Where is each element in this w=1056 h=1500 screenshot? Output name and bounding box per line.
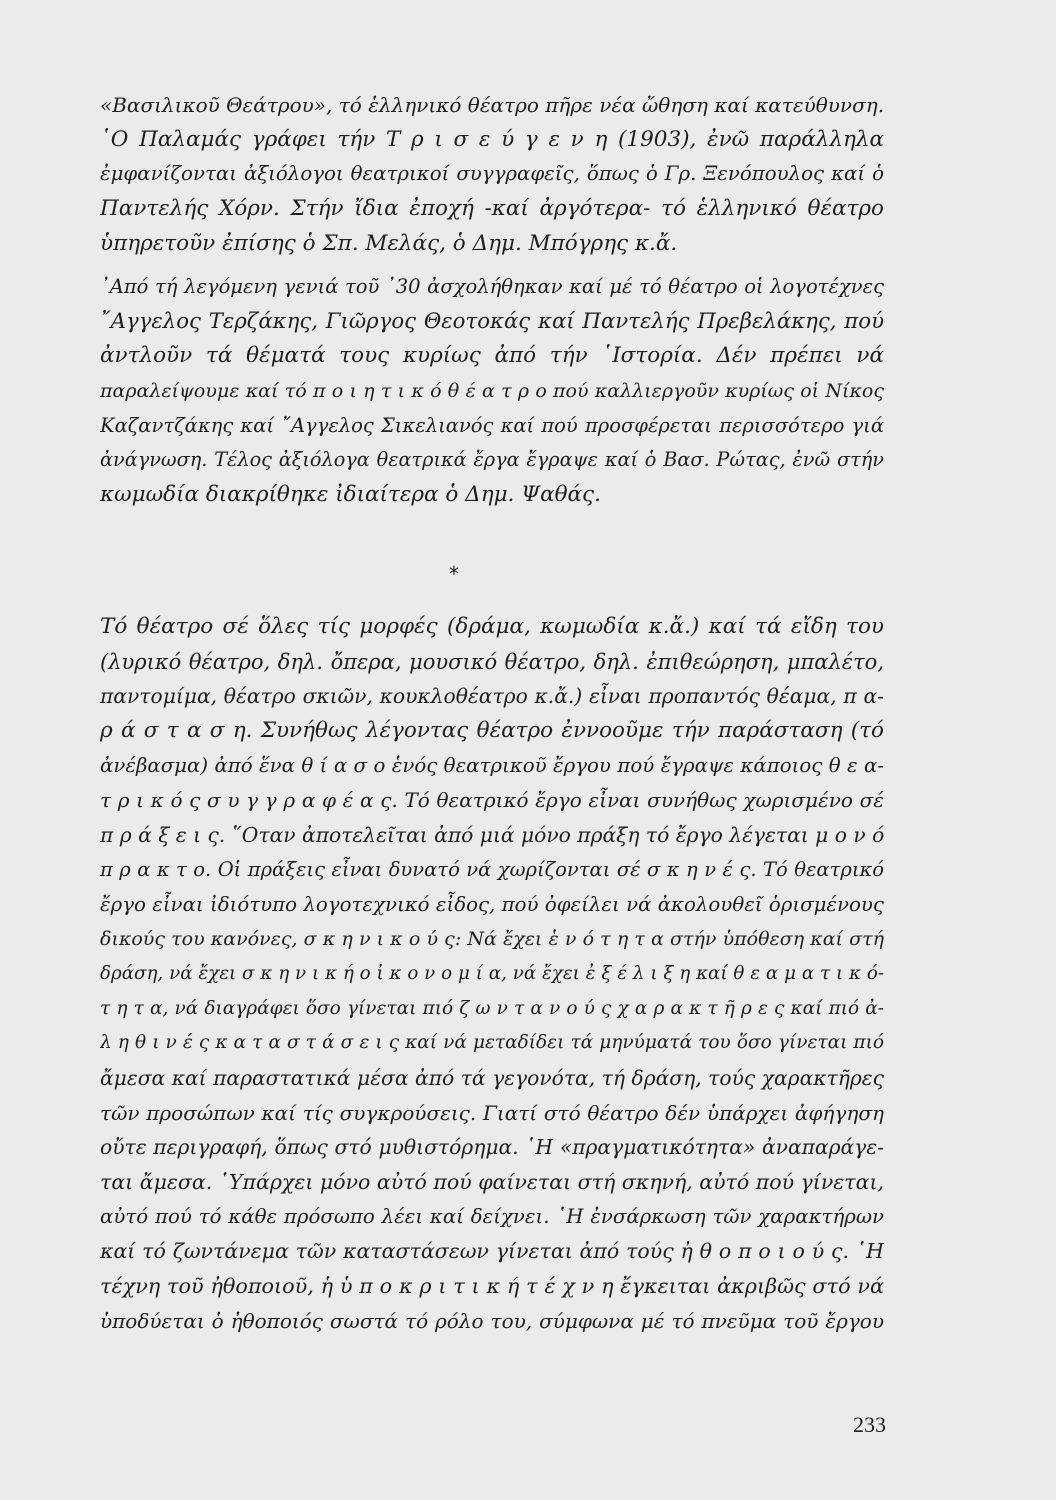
text-line: ἐμφανίζονται ἀξιόλογοι θεατρικοί συγγραφεῖς, ὅπως ὁ Γρ. Ξενόπουλος καί ὁ (100, 162, 884, 186)
text-line: ῾Ο Παλαμάς γράφει τήν Τ ρ ι σ ε ύ γ ε ν η (1903), ἐνῶ παράλληλα (100, 126, 884, 152)
paragraph-2 (100, 270, 884, 513)
text-line: παντομίμα, θέατρο σκιῶν, κουκλοθέατρο κ.ἄ.) εἶναι προπαντός θέαμα, π α- (100, 684, 884, 709)
text-line: Τό θέατρο σέ ὅλες τίς μορφές (δράμα, κωμωδία κ.ἄ.) καί τά εἴδη του (100, 614, 884, 639)
text-line: καί τό ζωντάνεμα τῶν καταστάσεων γίνεται ἀπό τούς ἠ θ ο π ο ι ο ύ ς. ῾Η (100, 1239, 884, 1264)
text-line: οὔτε περιγραφή, ὅπως στό μυθιστόρημα. ῾Η «πραγματικότητα» ἀναπαράγε- (100, 1135, 884, 1160)
text-line: «Βασιλικοῦ Θεάτρου», τό ἑλληνικό θέατρο πῆρε νέα ὤθηση καί κατεύθυνση. (100, 93, 884, 117)
text-line: ἔργο εἶναι ἰδιότυπο λογοτεχνικό εἶδος, πού ὀφείλει νά ἀκολουθεῖ ὁρισμένους (100, 892, 884, 916)
text-line: π ρ ά ξ ε ι ς. ῞Οταν ἀποτελεῖται ἀπό μιά μόνο πράξη τό ἔργο λέγεται μ ο ν ό (100, 823, 884, 848)
text-line: ῎Αγγελος Τερζάκης, Γιῶργος Θεοτοκάς καί Παντελής Πρεβελάκης, πού (100, 308, 884, 334)
text-line: ἄμεσα καί παραστατικά μέσα ἀπό τά γεγονότα, τή δράση, τούς χαρακτῆρες (100, 1065, 884, 1090)
text-line: ρ ά σ τ α σ η. Συνήθως λέγοντας θέατρο ἐννοοῦμε τήν παράσταση (τό (100, 718, 884, 744)
text-line: ται ἄμεσα. ῾Υπάρχει μόνο αὐτό πού φαίνεται στή σκηνή, αὐτό πού γίνεται, (100, 1170, 884, 1194)
text-line: ᾿Από τή λεγόμενη γενιά τοῦ ᾿30 ἀσχολήθηκαν καί μέ τό θέατρο οἱ λογοτέχνες (100, 275, 884, 298)
text-line: (λυρικό θέατρο, δηλ. ὄπερα, μουσικό θέατρο, δηλ. ἐπιθεώρηση, μπαλέτο, (100, 649, 884, 674)
text-line: ὑπηρετοῦν ἐπίσης ὁ Σπ. Μελάς, ὁ Δημ. Μπόγρης κ.ἄ. (100, 230, 678, 256)
text-line: παραλείψουμε καί τό π ο ι η τ ι κ ό θ έ α τ ρ ο πού καλλιεργοῦν κυρίως οἱ Νίκος (100, 380, 884, 403)
text-line: Καζαντζάκης καί ῎Αγγελος Σικελιανός καί πού προσφέρεται περισσότερο γιά (100, 413, 884, 437)
text-line: λ η θ ι ν έ ς κ α τ α σ τ ά σ ε ι ς καί νά μεταδίδει τά μηνύματά του ὅσο γίνεται πιό (100, 1032, 884, 1054)
text-line: κωμωδία διακρίθηκε ἰδιαίτερα ὁ Δημ. Ψαθάς. (100, 482, 601, 508)
page-number: 233 (853, 1412, 886, 1437)
paragraph-1 (100, 88, 884, 261)
text-line: Παντελής Χόρν. Στήν ἴδια ἐποχή -καί ἀργότερα- τό ἑλληνικό θέατρο (100, 196, 884, 222)
text-line: τ η τ α, νά διαγράφει ὅσο γίνεται πιό ζ ω ν τ α ν ο ύ ς χ α ρ α κ τ ῆ ρ ε ς καί πιό ἀ- (100, 997, 884, 1019)
paragraph-3 (100, 610, 884, 1338)
text-line: δικούς του κανόνες, σ κ η ν ι κ ο ύ ς: Νά ἔχει ἑ ν ό τ η τ α στήν ὑπόθεση καί στή (100, 928, 884, 951)
text-line: ἀνέβασμα) ἀπό ἕνα θ ί α σ ο ἑνός θεατρικοῦ ἔργου πού ἔγραψε κάποιος θ ε α- (100, 753, 884, 777)
text-line: τ ρ ι κ ό ς σ υ γ γ ρ α φ έ α ς. Τό θεατρικό ἔργο εἶναι συνήθως χωρισμένο σέ (100, 788, 884, 813)
text-line: τέχνη τοῦ ἠθοποιοῦ, ἡ ὑ π ο κ ρ ι τ ι κ ή τ έ χ ν η ἔγκειται ἀκριβῶς στό νά (100, 1274, 884, 1299)
text-line: ὑποδύεται ὁ ἠθοποιός σωστά τό ρόλο του, σύμφωνα μέ τό πνεῦμα τοῦ ἔργου (100, 1308, 884, 1333)
text-line: αὐτό πού τό κάθε πρόσωπο λέει καί δείχνει. ῾Η ἐνσάρκωση τῶν χαρακτήρων (100, 1204, 884, 1228)
section-separator: * (449, 562, 459, 586)
text-line: π ρ α κ τ ο. Οἱ πράξεις εἶναι δυνατό νά χωρίζονται σέ σ κ η ν έ ς. Τό θεατρικό (100, 857, 884, 881)
text-line: τῶν προσώπων καί τίς συγκρούσεις. Γιατί στό θέατρο δέν ὑπάρχει ἀφήγηση (100, 1100, 884, 1125)
text-line: ἀντλοῦν τά θέματά τους κυρίως ἀπό τήν ῾Ιστορία. Δέν πρέπει νά (100, 343, 884, 369)
text-line: ἀνάγνωση. Τέλος ἀξιόλογα θεατρικά ἔργα ἔγραψε καί ὁ Βασ. Ρώτας, ἐνῶ στήν (100, 448, 884, 472)
text-line: δράση, νά ἔχει σ κ η ν ι κ ή ο ἰ κ ο ν ο μ ί α, νά ἔχει ἐ ξ έ λ ι ξ η καί θ ε α μ α τ ι κ ό- (100, 962, 884, 984)
